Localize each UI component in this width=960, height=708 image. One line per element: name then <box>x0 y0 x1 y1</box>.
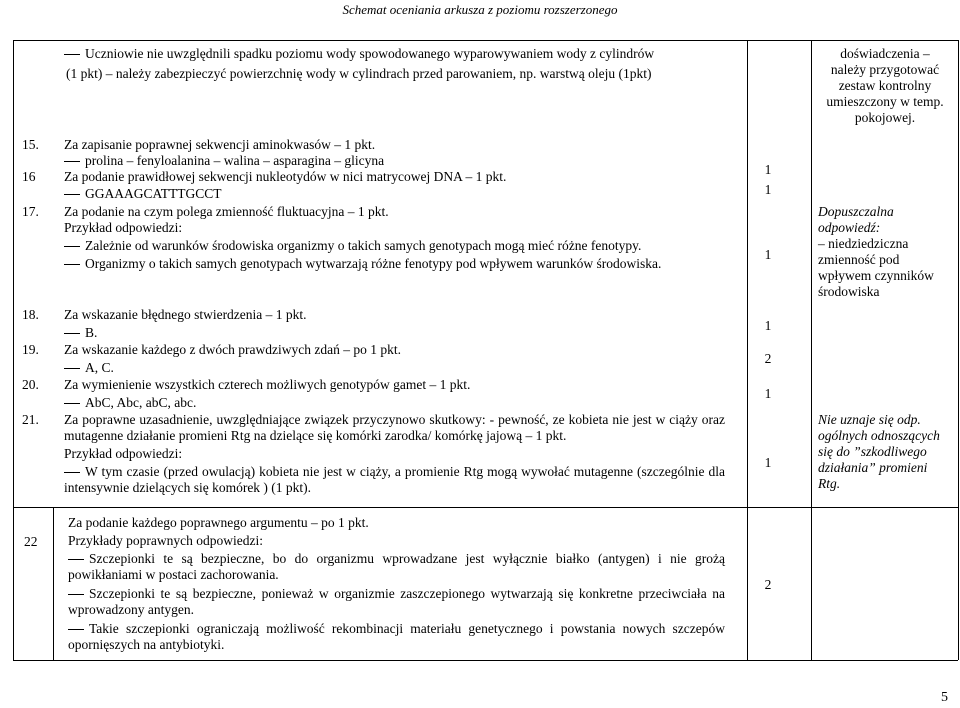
dash-icon <box>64 161 80 162</box>
q15-answer: prolina – fenyloalanina – walina – asparagina – glicyna <box>64 153 384 169</box>
q22-examples-label: Przykłady poprawnych odpowiedzi: <box>68 533 263 548</box>
q19-text: Za wskazanie każdego z dwóch prawdziwych zdań – po 1 pkt. <box>64 342 401 357</box>
dash-icon <box>64 403 80 404</box>
dash-icon <box>68 594 84 595</box>
dash-icon <box>68 559 84 560</box>
dash-icon <box>64 333 80 334</box>
q17-remark: Dopuszczalna odpowiedź: – niedziedziczna zmienność pod wpływem czynników środowiska <box>818 204 934 299</box>
q17-text: Za podanie na czym polega zmienność fluktuacyjna – 1 pkt. <box>64 204 389 219</box>
q22-number: 22 <box>24 534 38 549</box>
q21-remark: Nie uznaje się odp. ogólnych odnoszących się do ”szkodliwego działania” promieni Rtg. <box>818 412 940 491</box>
q20-points: 1 <box>764 386 772 401</box>
top-block-line2: (1 pkt) – należy zabezpieczyć powierzchnię wody w cylindrach przed parowaniem, np. warstwą oleju (1pkt) <box>66 66 652 81</box>
q15-text: Za zapisanie poprawnej sekwencji aminokwasów – 1 pkt. <box>64 137 376 152</box>
dash-icon <box>64 246 80 247</box>
q15-number: 15. <box>22 137 39 152</box>
dash-icon <box>64 54 80 55</box>
q21-answer: W tym czasie (przed owulacją) kobieta nie jest w ciąży, a promienie Rtg mogą wywołać mutagenne (szczególnie dla intensywnie dzielących się komórek ) (1 pkt). <box>64 464 725 495</box>
dash-icon <box>64 368 80 369</box>
q19-number: 19. <box>22 342 39 357</box>
top-remark: doświadczenia – należy przygotować zestaw kontrolny umieszczony w temp. pokojowej. <box>826 46 944 125</box>
q18-points: 1 <box>764 318 772 333</box>
q16-answer: GGAAAGCATTTGCCT <box>64 186 222 202</box>
q22-text: Za podanie każdego poprawnego argumentu – po 1 pkt. <box>68 515 369 530</box>
page-number: 5 <box>941 690 948 705</box>
dash-icon <box>64 194 80 195</box>
q16-number: 16 <box>22 169 36 184</box>
col-divider-3 <box>811 40 812 660</box>
q21-example-label: Przykład odpowiedzi: <box>64 446 183 461</box>
top-block-line1: Uczniowie nie uwzględnili spadku poziomu wody spowodowanego wyparowywaniem wody z cylindrów <box>64 46 654 62</box>
dash-icon <box>68 629 84 630</box>
dash-icon <box>64 472 80 473</box>
q21-number: 21. <box>22 412 39 427</box>
table-left-border <box>13 40 14 660</box>
dash-icon <box>64 264 80 265</box>
q20-answer: AbC, Abc, abC, abc. <box>64 395 196 411</box>
q20-text: Za wymienienie wszystkich czterech możliwych genotypów gamet – 1 pkt. <box>64 377 471 392</box>
row-divider-q21-q22 <box>13 507 958 508</box>
q18-answer: B. <box>64 325 97 341</box>
q22-answer-1: Szczepionki te są bezpieczne, bo do organizmu wprowadzane jest wyłącznie białko (antygen) i nie grożą powikłaniami w postaci zachorowania. <box>68 551 725 582</box>
q17-answer-1: Zależnie od warunków środowiska organizmy o takich samych genotypach mogą mieć różne fenotypy. <box>64 238 641 254</box>
q17-answer-2: Organizmy o takich samych genotypach wytwarzają różne fenotypy pod wpływem warunków środowiska. <box>64 256 661 272</box>
q18-text: Za wskazanie błędnego stwierdzenia – 1 pkt. <box>64 307 307 322</box>
q20-number: 20. <box>22 377 39 392</box>
q18-number: 18. <box>22 307 39 322</box>
q16-points: 1 <box>764 182 772 197</box>
q22-answer-3: Takie szczepionki ograniczają możliwość rekombinacji materiału genetycznego i powstania nowych szczepów opornięszych na antybiotyki. <box>68 621 725 652</box>
table-top-border <box>13 40 958 41</box>
q21-points: 1 <box>764 455 772 470</box>
col-divider-1 <box>53 507 54 660</box>
q22-points: 2 <box>764 577 772 592</box>
q17-number: 17. <box>22 204 39 219</box>
q21-text: Za poprawne uzasadnienie, uwzględniające związek przyczynowo skutkowy: - pewność, ze kobieta nie jest w ciąży oraz mutagenne działanie promieni Rtg na dzielące się komórki zarodka/ komórkę jajową – 1 pkt. <box>64 412 725 443</box>
q17-example-label: Przykład odpowiedzi: <box>64 220 183 235</box>
table-right-border <box>958 40 959 660</box>
q19-points: 2 <box>764 351 772 366</box>
q17-points: 1 <box>764 247 772 262</box>
col-divider-2 <box>747 40 748 660</box>
q16-text: Za podanie prawidłowej sekwencji nukleotydów w nici matrycowej DNA – 1 pkt. <box>64 169 507 184</box>
page-header: Schemat oceniania arkusza z poziomu rozszerzonego <box>342 2 618 17</box>
q19-answer: A, C. <box>64 360 114 376</box>
q22-answer-2: Szczepionki te są bezpieczne, ponieważ w organizmie zaszczepionego wytwarzają się konkretne przeciwciała na wprowadzony antygen. <box>68 586 725 617</box>
table-bottom-border <box>13 660 958 661</box>
q15-points: 1 <box>764 162 772 177</box>
